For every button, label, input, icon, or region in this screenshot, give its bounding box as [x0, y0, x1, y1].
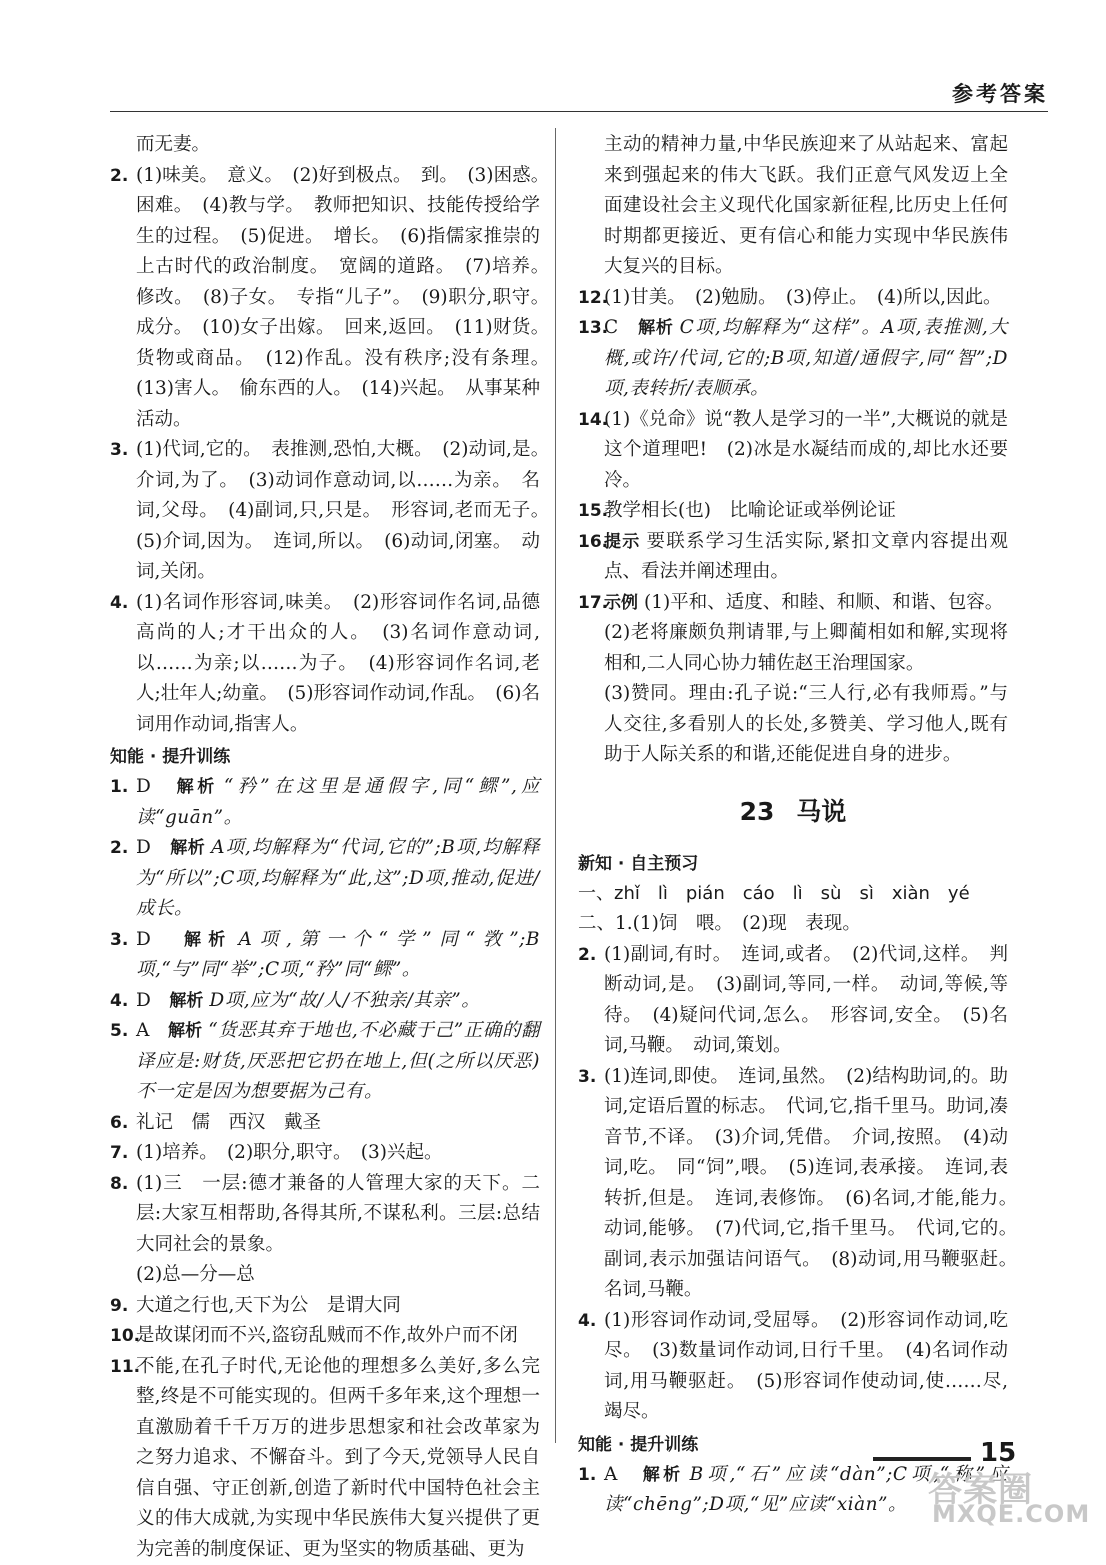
analysis-text: C项,均解释为“这样”。A项,表推测,大概,或许/代词,它的;B项,知道/通假字,同“智”;D项,表转折/表顺承。	[604, 317, 1008, 399]
training-item-17-part3: (3)赞同。理由:孔子说:“三人行,必有我师焉。”与人交往,多看别人的长处,多赞美、学习他人,既有助于人际关系的和谐,还能促进自身的进步。	[578, 679, 1008, 771]
analysis-text: A项,第一个“学”同“敩”;B项,“与”同“举”;C项,“矜”同“鳏”。	[136, 929, 540, 981]
answer-text: (1)连词,即使。 连词,虽然。 (2)结构助词,的。助词,定语后置的标志。 代词,它,指千里马。助词,凑音节,不译。 (3)介词,凭借。 介词,按照。 (4)动词,吃。 同“饲”,喂。 (5)连词,表承接。 连词,表转折,但是。 连词,表修饰。 (6)名词,才能,能力。 动词,能够。 (7)代词,它,指千里马。 代词,它的。 副词,表示加强诘问语气。 (8)动词,用马鞭驱赶。 名词,马鞭。	[604, 1066, 1027, 1301]
continued-text: 主动的精神力量,中华民族迎来了从站起来、富起来到强起来的伟大飞跃。我们正意气风发迈上全面建设社会主义现代化国家新征程,比历史上任何时期都更接近、更有信心和能力实现中华民族伟大复兴的目标。	[578, 130, 1008, 283]
training-item-12	[578, 283, 1008, 314]
analysis-label: 解析	[170, 838, 205, 858]
answer-text: (1)《兑命》说“教人是学习的一半”,大概说的就是这个道理吧! (2)冰是水凝结而成的,却比水还要冷。	[604, 409, 1008, 491]
preview-item-2-4	[578, 1306, 1008, 1428]
answer-text: (1)代词,它的。 表推测,恐怕,大概。 (2)动词,是。 介词,为了。 (3)动词作意动词,以……为亲。 名词,父母。 (4)副词,只,只是。 形容词,老而无子。 (5)介词,因为。 连词,所以。 (6)动词,闭塞。 动词,关闭。	[136, 439, 559, 582]
answer-text: 礼记 儒 西汉 戴圣	[136, 1112, 321, 1133]
watermark-logo: 答案圈	[928, 1462, 1033, 1511]
right-column	[578, 130, 1008, 1521]
continued-text: 而无妻。	[110, 130, 540, 161]
page-number: 15	[980, 1438, 1016, 1468]
item-number: 2.	[578, 940, 596, 971]
answer-text: (1)味美。 意义。 (2)好到极点。 到。 (3)困惑。 困难。 (4)教与学。 教师把知识、技能传授给学生的过程。 (5)促进。 增长。 (6)指儒家推崇的上古时代的政治制度。 宽阔的道路。 (7)培养。 修改。 (8)子女。 专指“儿子”。 (9)职分,职守。 成分。 (10)女子出嫁。 回来,返回。 (11)财货。 货物或商品。 (12)作乱。没有秩序;没有条理。 (13)害人。 偷东西的人。 (14)兴起。 从事某种活动。	[136, 165, 559, 430]
header-title: 参考答案	[952, 78, 1048, 108]
item-number: 3.	[578, 1062, 596, 1093]
item-number: 4.	[110, 588, 128, 619]
item-number: 4.	[578, 1306, 596, 1337]
item-number: 9.	[110, 1291, 128, 1322]
answer-text: (1)三 一层:德才兼备的人管理大家的天下。二层:大家互相帮助,各得其所,不谋私利。三层:总结大同社会的景象。	[136, 1173, 540, 1255]
watermark-url: MXQE.COM	[932, 1500, 1090, 1528]
item-number: 15.	[578, 496, 608, 527]
analysis-label: 解析	[168, 1021, 202, 1041]
item-number: 7.	[110, 1138, 128, 1169]
item-number: 1.	[578, 1460, 596, 1491]
item-number: 2.	[110, 161, 128, 192]
left-column	[110, 130, 540, 1565]
item-number: 10.	[110, 1321, 140, 1352]
preview-item-1: 一、zhǐ lì pián cáo lì sù sì xiàn yé	[578, 879, 1008, 910]
analysis-label: 解析	[169, 991, 203, 1011]
preview-item-2-3	[578, 1062, 1008, 1306]
answer-item-3	[110, 435, 540, 588]
training-item-15	[578, 496, 1008, 527]
answer-letter: D	[136, 776, 151, 797]
item-number: 14.	[578, 405, 608, 436]
answer-text: 要联系学习生活实际,紧扣文章内容提出观点、看法并阐述理由。	[604, 531, 1008, 583]
section-heading: 知能 · 提升训练	[110, 742, 540, 772]
footer-bar	[873, 1457, 971, 1461]
section-heading: 新知 · 自主预习	[578, 849, 1008, 879]
analysis-label: 解析	[177, 777, 218, 797]
lesson-title	[578, 781, 1008, 843]
answer-letter: D	[136, 929, 151, 950]
item-number: 16.	[578, 527, 608, 558]
item-number: 4.	[110, 986, 128, 1017]
training-item-6	[110, 1108, 540, 1139]
lesson-name: 马说	[796, 797, 846, 826]
answer-text: 教学相长(也) 比喻论证或举例论证	[604, 500, 896, 521]
answer-letter: D	[136, 990, 151, 1011]
analysis-text: “矜”在这里是通假字,同“鳏”,应读“guān”。	[136, 776, 540, 828]
hint-label: 提示	[604, 532, 641, 552]
item-number: 17.	[578, 588, 608, 619]
item-number: 3.	[110, 925, 128, 956]
training-item-11	[110, 1352, 540, 1565]
answer-letter: D	[136, 837, 151, 858]
item-number: 8.	[110, 1169, 128, 1200]
item-number: 2.	[110, 833, 128, 864]
answer-letter: A	[604, 1464, 617, 1485]
item-number: 12.	[578, 283, 608, 314]
analysis-label: 解析	[643, 1465, 684, 1485]
preview-item-2-2	[578, 940, 1008, 1062]
section-heading: 知能 · 提升训练	[578, 1430, 1008, 1460]
training-item-10	[110, 1321, 540, 1352]
preview-item-2-1: 二、1.(1)饲 喂。 (2)现 表现。	[578, 909, 1008, 940]
training-item-16	[578, 527, 1008, 588]
answer-text: (1)形容词作动词,受屈辱。 (2)形容词作动词,吃尽。 (3)数量词作动词,日行千里。 (4)名词作动词,用马鞭驱赶。 (5)形容词作使动词,使……尽,竭尽。	[604, 1310, 1008, 1423]
training-item-17-part2: (2)老将廉颇负荆请罪,与上卿蔺相如和解,实现将相和,二人同心协力辅佐赵王治理国家。	[578, 618, 1008, 679]
training-item-7	[110, 1138, 540, 1169]
answer-letter: A	[136, 1020, 149, 1041]
item-number: 5.	[110, 1016, 128, 1047]
training-item-13	[578, 313, 1008, 405]
training-item-5	[110, 1016, 540, 1108]
header-rule	[110, 111, 1048, 112]
training-item-2	[110, 833, 540, 925]
answer-text: (1)名词作形容词,味美。 (2)形容词作名词,品德高尚的人;才干出众的人。 (3)名词作意动词,以……为亲;以……为子。 (4)形容词作名词,老人;壮年人;幼童。 (5)形容词作动词,作乱。 (6)名词用作动词,指害人。	[136, 592, 540, 735]
item-number: 6.	[110, 1108, 128, 1139]
training-item-4	[110, 986, 540, 1017]
answer-text: (1)副词,有时。 连词,或者。 (2)代词,这样。 判断动词,是。 (3)副词,等同,一样。 动词,等候,等待。 (4)疑问代词,怎么。 形容词,安全。 (5)名词,马鞭。 动词,策划。	[604, 944, 1008, 1057]
training-item-8	[110, 1169, 540, 1261]
answer-item-2	[110, 161, 540, 436]
training-item-3	[110, 925, 540, 986]
training-item-9	[110, 1291, 540, 1322]
training-item-14	[578, 405, 1008, 497]
training-item-17	[578, 588, 1008, 619]
item-number: 1.	[110, 772, 128, 803]
answer-text: (1)平和、适度、和睦、和顺、和谐、包容。	[644, 592, 1003, 613]
answer-item-4	[110, 588, 540, 741]
analysis-label: 解析	[638, 318, 673, 338]
analysis-text: B项,“石”应读“dàn”;C项,“称”应读“chēng”;D项,“见”应读“xiàn”。	[604, 1464, 1008, 1516]
analysis-label: 解析	[184, 930, 233, 950]
example-label: 示例	[604, 593, 638, 613]
analysis-text: D项,应为“故/人/不独亲/其亲”。	[209, 990, 480, 1011]
training-item-8-part2: (2)总—分—总	[110, 1260, 540, 1291]
answer-text: 大道之行也,天下为公 是谓大同	[136, 1295, 401, 1316]
training-item-1	[110, 772, 540, 833]
item-number: 13.	[578, 313, 608, 344]
answer-text: 是故谋闭而不兴,盗窃乱贼而不作,故外户而不闭	[136, 1325, 518, 1346]
item-number: 11.	[110, 1352, 140, 1383]
answer-letter: C	[604, 317, 618, 338]
answer-text: (1)甘美。 (2)勉励。 (3)停止。 (4)所以,因此。	[604, 287, 1001, 308]
answer-text: 不能,在孔子时代,无论他的理想多么美好,多么完整,终是不可能实现的。但两千多年来,这个理想一直激励着千千万万的进步思想家和社会改革家为之努力追求、不懈奋斗。到了今天,党领导人民自信自强、守正创新,创造了新时代中国特色社会主义的伟大成就,为实现中华民族伟大复兴提供了更为完善的制度保证、更为坚实的物质基础、更为	[136, 1356, 540, 1560]
analysis-text: A项,均解释为“代词,它的”;B项,均解释为“所以”;C项,均解释为“此,这”;D项,推动,促进/成长。	[136, 837, 540, 919]
item-number: 3.	[110, 435, 128, 466]
lesson-number: 23	[740, 797, 775, 826]
answer-text: (1)培养。 (2)职分,职守。 (3)兴起。	[136, 1142, 443, 1163]
analysis-text: “货恶其弃于地也,不必藏于己”正确的翻译应是:财货,厌恶把它扔在地上,但(之所以厌恶)不一定是因为想要据为己有。	[136, 1020, 540, 1102]
